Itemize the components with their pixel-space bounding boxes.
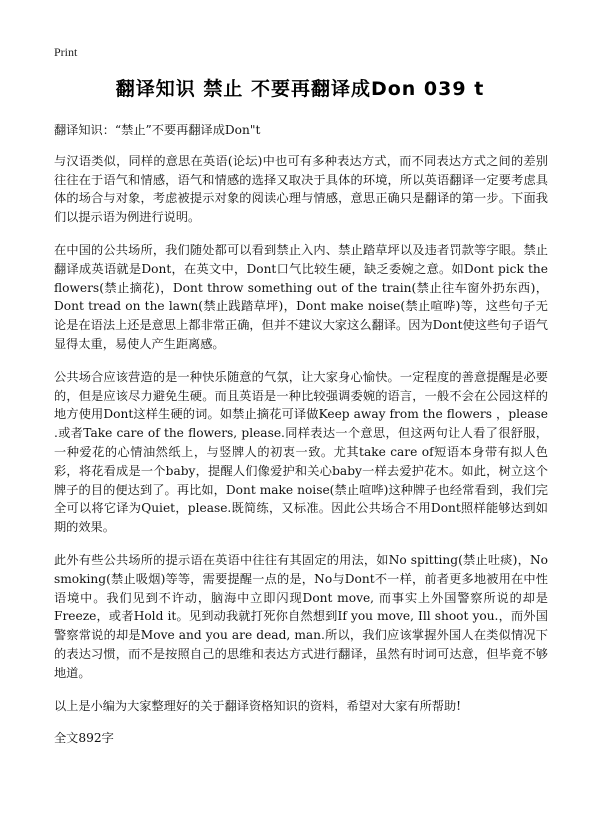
paragraph-polite-alternatives: 公共场合应该营造的是一种快乐随意的气氛，让大家身心愉快。一定程度的善意提醒是必要的，但是应该尽力避免生硬。而且英语是一种比较强调委婉的语言，一般不会在公园这样的地方使用Dont这样生硬的词。如禁止摘花可译做Keep away from the flowers ，please .或者Take care of the flowers, please.同样表达一个意思，但这两句让人看了很舒服，一种爱花的心情油然纸上，与竖牌人的初衷一致。尤其take care of短语本身带有拟人色彩，将花看成是一个baby，提醒人们像爱护和关心baby一样去爱护花木。如此，树立这个牌子的目的便达到了。再比如，Dont make noise(禁止喧哗)这种牌子也经常看到，我们完全可以将它译为Quiet，please.既简练，又标准。因此公共场合不用Dont照样能够达到如期的效果。 — [54, 369, 548, 535]
paragraph-public-places: 在中国的公共场所，我们随处都可以看到禁止入内、禁止踏草坪以及违者罚款等字眼。禁止翻译成英语就是Dont，在英文中，Dont口气比较生硬，缺乏委婉之意。如Dont pick the flowers(禁止摘花)，Dont throw something out of the train(禁止往车窗外扔东西)，Dont tread on the lawn(禁止践踏草坪)，Dont make noise(禁止喧哗)等，这些句子无论是在语法上还是意思上都非常正确，但并不建议大家这么翻译。因为Dont使这些句子语气显得太重，易使人产生距离感。 — [54, 242, 548, 351]
article-subtitle: 翻译知识：“禁止”不要再翻译成Don"t — [54, 123, 261, 137]
print-link[interactable]: Print — [54, 45, 78, 59]
paragraph-fixed-usage: 此外有些公共场所的提示语在英语中往往有其固定的用法，如No spitting(禁止吐痰)，No smoking(禁止吸烟)等等，需要提醒一点的是，No与Dont不一样，前者更多地被用在中性语境中。我们见到不许动，脑海中立即闪现Dont move, 而事实上外国警察所说的却是Freeze，或者Hold it。见到动我就打死你自然想到If you move, Ill shoot you.，而外国警察常说的却是Move and you are dead, man.所以，我们应该掌握外国人在类似情况下的表达习惯，而不是按照自己的思维和表达方式进行翻译，虽然有时词可达意，但毕竟不够地道。 — [54, 552, 548, 680]
word-count: 全文892字 — [54, 731, 114, 746]
paragraph-intro: 与汉语类似，同样的意思在英语(论坛)中也可有多种表达方式，而不同表达方式之间的差别往往在于语气和情感，语气和情感的选择又取决于具体的环境，所以英语翻译一定要考虑具体的场合与对象，考虑被提示对象的阅读心理与情感，意思正确只是翻译的第一步。下面我们以提示语为例进行说明。 — [54, 153, 548, 225]
page-title: 翻译知识 禁止 不要再翻译成Don 039 t — [115, 78, 485, 100]
article-body — [54, 121, 548, 762]
paragraph-closing: 以上是小编为大家整理好的关于翻译资格知识的资料，希望对大家有所帮助! — [54, 698, 462, 713]
